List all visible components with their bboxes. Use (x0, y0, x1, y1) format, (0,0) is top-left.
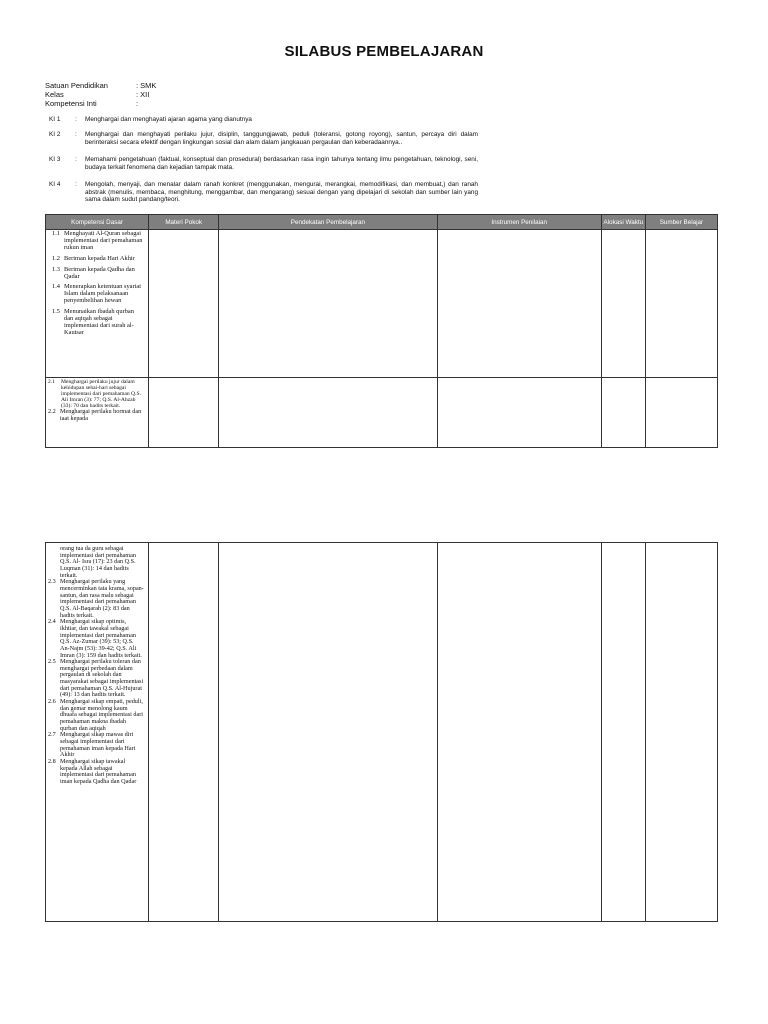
kd-cell (46, 378, 149, 448)
ki-text: Menghargai dan menghayati ajaran agama yang dianutnya (85, 116, 252, 123)
kd-number: 2.2 (48, 408, 56, 416)
list-item (48, 256, 146, 263)
kd-text: Menerapkan ketentuan syariat Islam dalam pelaksanaan penyembelihan hewan (64, 283, 142, 305)
list-item (48, 409, 146, 422)
ki-text: Mengolah, menyaji, dan menalar dalam ranah konkret (menggunakan, mengurai, merangkai, memodifikasi, dan membuat,) dan ranah abstrak (menulis, membaca, menghitung, menggambar, dan mengarang) sesuai dengan yang dipelajari di sekolah dan sumber lain yang sama dalam sudut pandang/teori. (85, 181, 478, 204)
list-item (48, 659, 146, 699)
pendekatan-cell (219, 543, 437, 922)
header-pendekatan: Pendekatan Pembelajaran (219, 215, 437, 230)
identity-block (45, 81, 156, 108)
kd-list (46, 230, 148, 343)
kd-text: Menghargai sikap mawas diri sebagai implementasi dari pemahaman iman kepada Hari Akhir (60, 731, 136, 759)
identity-value: : XII (136, 90, 150, 99)
kd-text: Menghargai sikap optimis, ikhtiar, dan tawakal sebagai implementasi dari pemahaman Q.S. Az-Zumar (39): 53; Q.S. An-Najm (53): 39-42; Q.S. Ali Imran (3): 159 dan hadits terkait. (60, 618, 142, 659)
table-row (46, 543, 718, 922)
ki-item-1 (49, 116, 479, 124)
identity-label: Kompetensi Inti (45, 99, 97, 108)
identity-row-class (45, 90, 156, 99)
identity-value: : SMK (136, 81, 157, 90)
identity-row-core-competence (45, 99, 156, 108)
list-item (48, 759, 146, 786)
identity-label: Kelas (45, 90, 64, 99)
ki-text: Memahami pengetahuan (faktual, konseptual dan prosedural) berdasarkan rasa ingin tahunya tentang ilmu pengetahuan, teknologi, seni, budaya terkait fenomena dan kejadian tampak mata. (85, 156, 478, 171)
syllabus-table (45, 214, 718, 448)
ki-code: KI 3 (49, 156, 61, 163)
kd-number: 2.5 (48, 658, 56, 666)
instrumen-cell (437, 378, 601, 448)
alokasi-cell (601, 543, 645, 922)
page-title: SILABUS PEMBELAJARAN (284, 43, 484, 60)
table-row (46, 378, 718, 448)
ki-code: KI 2 (49, 131, 61, 138)
table-header-row (46, 215, 718, 230)
kd-number: 2.8 (48, 758, 56, 765)
kd-number: 2.4 (48, 618, 56, 626)
list-item (48, 619, 146, 659)
ki-item-2 (49, 131, 479, 146)
list-item (48, 732, 146, 759)
list-item (48, 231, 146, 252)
list-item (48, 309, 146, 337)
list-item (48, 379, 146, 409)
list-item (48, 699, 146, 732)
sumber-cell (645, 230, 717, 378)
kd-number: 2.6 (48, 698, 56, 706)
kd-text: Menghargai perilaku jujur dalam kehidupan sehai-hari sebagai implementasi dari pemahaman Q.S. Ali Imran (3): 77; Q.S. Al-Ahzab (33): 70 dan hadits terkait. (61, 379, 142, 410)
table-row (46, 230, 718, 378)
header-instrumen: Instrumen Penilaian (437, 215, 601, 230)
materi-cell (149, 543, 219, 922)
kd-number: 1.1 (52, 230, 60, 237)
ki-code: KI 4 (49, 181, 61, 188)
kd-text: Beriman kepada Qadha dan Qadar (64, 265, 135, 280)
list-item (48, 267, 146, 281)
kd-text: orang tua da guru sebagai implementasi dari pemahaman Q.S. Al- Isra (17): 23 dan Q.S. Luqman (31): 14 dan hadits terkait. (60, 545, 136, 579)
identity-row-school (45, 81, 156, 90)
ki-item-4 (49, 181, 479, 204)
ki-colon: : (75, 131, 77, 138)
pendekatan-cell (219, 378, 437, 448)
alokasi-cell (601, 230, 645, 378)
header-kompetensi-dasar: Kompetensi Dasar (46, 215, 149, 230)
ki-colon: : (75, 181, 77, 188)
kd-list (46, 543, 148, 788)
alokasi-cell (601, 378, 645, 448)
kd-text: Menghargai perilaku yang mencerminkan tata krama, sopan-santun, dan rasa malu sebagai implementasi dari pemahaman Q.S. Al-Baqarah (2): 83 dan hadits terkait. (60, 578, 144, 619)
ki-item-3 (49, 156, 479, 171)
list-item (48, 579, 146, 619)
kd-text: Menghayati Al-Quran sebagai implementasi dari pemahaman rukun iman (64, 230, 143, 251)
instrumen-cell (437, 230, 601, 378)
kd-number: 2.7 (48, 731, 56, 739)
identity-label: Satuan Pendidikan (45, 81, 108, 90)
kd-number: 1.2 (52, 254, 60, 262)
sumber-cell (645, 378, 717, 448)
list-item (48, 284, 146, 305)
kd-number: 2.3 (48, 578, 56, 586)
ki-code: KI 1 (49, 116, 61, 123)
kd-text: Menghargai sikap empati, peduli, dan gemar menolong kaum dhuafa sebagai implementasi dari pemahaman makna ibadah qurban dan aqiqah (60, 698, 143, 732)
instrumen-cell (437, 543, 601, 922)
header-sumber-belajar: Sumber Belajar (645, 215, 717, 230)
kd-text: Menghargai perilaku hormat dan taat kepada (60, 408, 142, 423)
kd-number: 2.1 (48, 379, 55, 385)
ki-colon: : (75, 116, 77, 123)
syllabus-table-continued (45, 542, 718, 922)
materi-cell (149, 378, 219, 448)
kd-number: 1.4 (52, 283, 60, 291)
kd-text: Menunaikan ibadah qurban dan aqiqah sebagai implementasi dari surah al-Kautsar (64, 308, 134, 336)
header-materi-pokok: Materi Pokok (149, 215, 219, 230)
identity-value: : (136, 99, 139, 108)
kd-text: Beriman kepada Hari Akhir (64, 254, 135, 262)
sumber-cell (645, 543, 717, 922)
kd-list (46, 378, 148, 425)
header-alokasi-waktu: Alokasi Waktu (601, 215, 645, 230)
kd-number: 1.3 (52, 265, 60, 273)
pendekatan-cell (219, 230, 437, 378)
ki-colon: : (75, 156, 77, 163)
kd-text: Menghargai perilaku toleran dan menghargai perbedaan dalam pergaulan di sekolah dan masyarakat sebagai implementasi dari pemahaman Q.S. Al-Hujurat (49): 13 dan hadits terkait. (60, 658, 144, 699)
kd-number: 1.5 (52, 308, 60, 316)
ki-text: Menghargai dan menghayati perilaku jujur, disiplin, tanggungjawab, peduli (toleransi, gotong royong), santun, percaya diri dalam berinteraksi secara efektif dengan lingkungan sosial dan alam dalam jangkauan pergaulan dan keberadaannya.. (85, 131, 478, 146)
list-item (48, 546, 146, 579)
materi-cell (149, 230, 219, 378)
kd-cell (46, 230, 149, 378)
kd-text: Menghargai sikap tawakal kepada Allah sebagai implementasi dari pemahaman iman kepada Qadha dan Qadar (60, 758, 137, 785)
kd-cell (46, 543, 149, 922)
